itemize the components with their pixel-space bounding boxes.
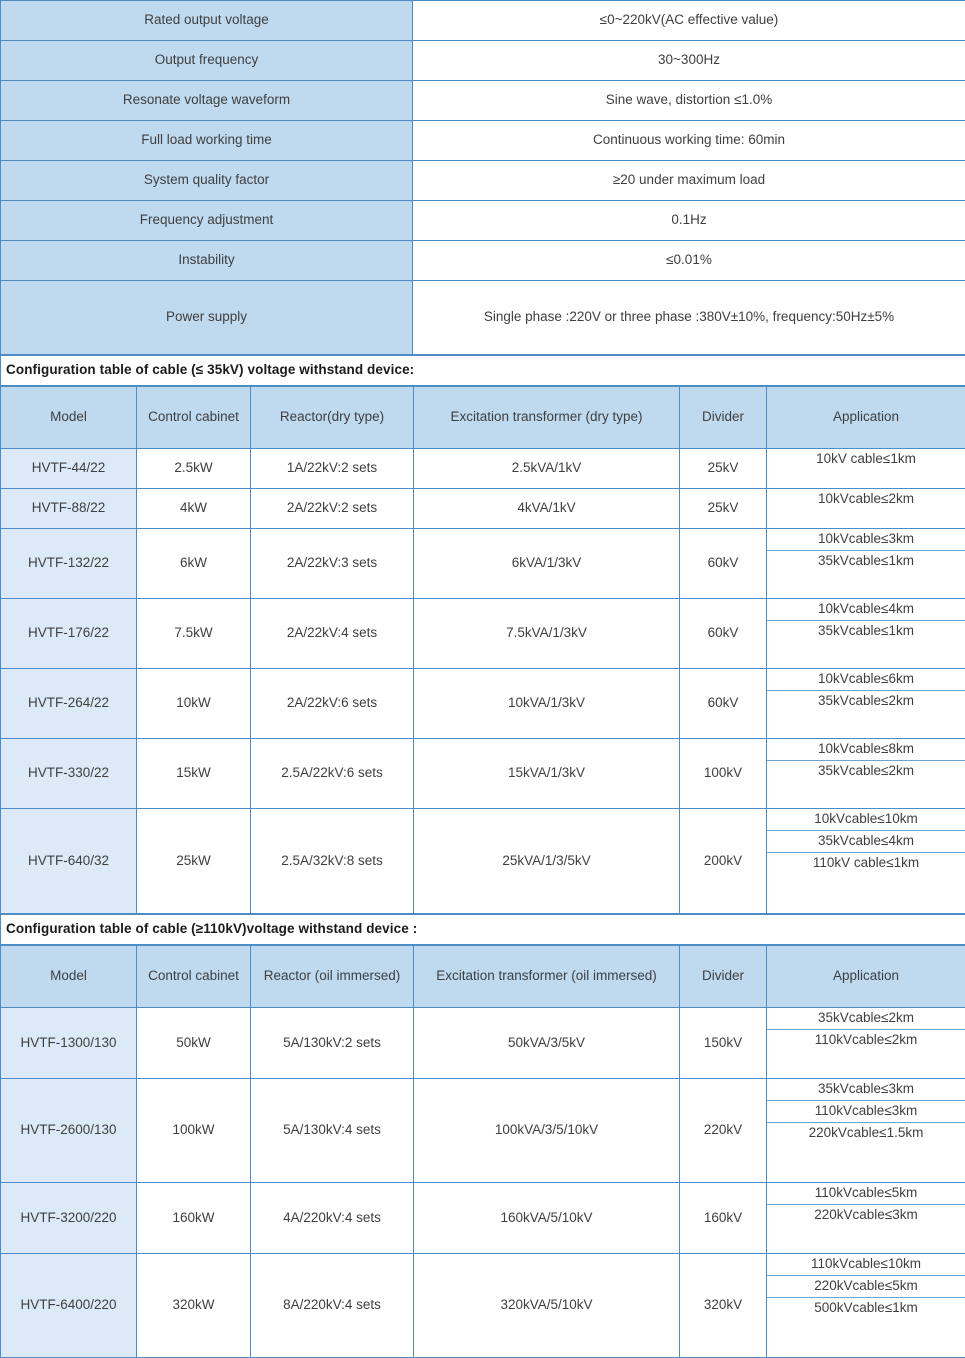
cell-excitation-transformer: 6kVA/1/3kV bbox=[414, 529, 680, 599]
list-item bbox=[767, 690, 965, 711]
spec-value: 30~300Hz bbox=[413, 41, 965, 81]
table-row bbox=[1, 489, 965, 529]
cell-model: HVTF-330/22 bbox=[1, 739, 137, 809]
application-entry: 35kVcable≤1km bbox=[767, 620, 965, 641]
cell-application bbox=[767, 449, 965, 489]
section-1-title: Configuration table of cable (≤ 35kV) voltage withstand device: bbox=[1, 356, 965, 386]
cell-model: HVTF-264/22 bbox=[1, 669, 137, 739]
cell-application bbox=[767, 599, 965, 669]
application-entry: 10kVcable≤10km bbox=[767, 809, 965, 830]
column-header-divider: Divider bbox=[680, 946, 767, 1008]
cell-model: HVTF-3200/220 bbox=[1, 1183, 137, 1254]
table-row bbox=[1, 1079, 965, 1183]
table-row bbox=[1, 241, 965, 281]
application-list bbox=[767, 529, 965, 572]
cell-excitation-transformer: 15kVA/1/3kV bbox=[414, 739, 680, 809]
cell-reactor: 2A/22kV:3 sets bbox=[251, 529, 414, 599]
cell-application bbox=[767, 1254, 965, 1358]
table-row bbox=[1, 739, 965, 809]
cell-model: HVTF-132/22 bbox=[1, 529, 137, 599]
spec-value: ≤0~220kV(AC effective value) bbox=[413, 1, 965, 41]
spec-label: Output frequency bbox=[1, 41, 413, 81]
cell-excitation-transformer: 25kVA/1/3/5kV bbox=[414, 809, 680, 914]
spec-value: ≤0.01% bbox=[413, 241, 965, 281]
application-entry: 500kVcable≤1km bbox=[767, 1297, 965, 1318]
list-item bbox=[767, 760, 965, 781]
application-entry: 35kVcable≤1km bbox=[767, 550, 965, 571]
list-item bbox=[767, 1297, 965, 1318]
table-row bbox=[1, 81, 965, 121]
list-item bbox=[767, 1275, 965, 1297]
column-header-reactor: Reactor (oil immersed) bbox=[251, 946, 414, 1008]
column-header-reactor: Reactor(dry type) bbox=[251, 387, 414, 449]
cell-application bbox=[767, 529, 965, 599]
application-entry: 35kVcable≤4km bbox=[767, 830, 965, 852]
cell-control-cabinet: 15kW bbox=[137, 739, 251, 809]
cell-control-cabinet: 7.5kW bbox=[137, 599, 251, 669]
application-list bbox=[767, 1008, 965, 1051]
section-2-title: Configuration table of cable (≥110kV)voltage withstand device : bbox=[1, 915, 965, 945]
application-list bbox=[767, 739, 965, 782]
cell-divider: 25kV bbox=[680, 449, 767, 489]
spec-value: Sine wave, distortion ≤1.0% bbox=[413, 81, 965, 121]
cell-divider: 320kV bbox=[680, 1254, 767, 1358]
list-item bbox=[767, 809, 965, 830]
cell-model: HVTF-44/22 bbox=[1, 449, 137, 489]
application-entry: 35kVcable≤3km bbox=[767, 1079, 965, 1100]
application-entry: 10kVcable≤2km bbox=[767, 489, 965, 510]
cell-divider: 160kV bbox=[680, 1183, 767, 1254]
list-item bbox=[767, 489, 965, 510]
cell-excitation-transformer: 7.5kVA/1/3kV bbox=[414, 599, 680, 669]
cell-reactor: 2A/22kV:4 sets bbox=[251, 599, 414, 669]
table-row bbox=[1, 161, 965, 201]
cell-control-cabinet: 100kW bbox=[137, 1079, 251, 1183]
cell-excitation-transformer: 320kVA/5/10kV bbox=[414, 1254, 680, 1358]
application-list bbox=[767, 809, 965, 874]
list-item bbox=[767, 852, 965, 873]
cell-excitation-transformer: 2.5kVA/1kV bbox=[414, 449, 680, 489]
list-item bbox=[767, 550, 965, 571]
application-entry: 110kVcable≤5km bbox=[767, 1183, 965, 1204]
cell-control-cabinet: 2.5kW bbox=[137, 449, 251, 489]
list-item bbox=[767, 1183, 965, 1204]
cell-model: HVTF-640/32 bbox=[1, 809, 137, 914]
cell-control-cabinet: 10kW bbox=[137, 669, 251, 739]
cell-model: HVTF-176/22 bbox=[1, 599, 137, 669]
spec-label: Instability bbox=[1, 241, 413, 281]
cell-reactor: 2A/22kV:6 sets bbox=[251, 669, 414, 739]
cell-reactor: 8A/220kV:4 sets bbox=[251, 1254, 414, 1358]
list-item bbox=[767, 1079, 965, 1100]
cell-divider: 200kV bbox=[680, 809, 767, 914]
list-item bbox=[767, 449, 965, 470]
application-list bbox=[767, 1254, 965, 1319]
cell-application bbox=[767, 1008, 965, 1079]
cell-reactor: 1A/22kV:2 sets bbox=[251, 449, 414, 489]
cell-control-cabinet: 50kW bbox=[137, 1008, 251, 1079]
spec-label: System quality factor bbox=[1, 161, 413, 201]
column-header-application: Application bbox=[767, 946, 965, 1008]
table-row bbox=[1, 669, 965, 739]
cell-control-cabinet: 4kW bbox=[137, 489, 251, 529]
cell-model: HVTF-88/22 bbox=[1, 489, 137, 529]
cell-control-cabinet: 320kW bbox=[137, 1254, 251, 1358]
column-header-excitation-transformer: Excitation transformer (oil immersed) bbox=[414, 946, 680, 1008]
application-entry: 10kVcable≤6km bbox=[767, 669, 965, 690]
list-item bbox=[767, 599, 965, 620]
table-row bbox=[1, 356, 965, 386]
application-entry: 220kVcable≤3km bbox=[767, 1204, 965, 1225]
cell-model: HVTF-6400/220 bbox=[1, 1254, 137, 1358]
spec-label: Power supply bbox=[1, 281, 413, 355]
cell-application bbox=[767, 669, 965, 739]
table-row bbox=[1, 1183, 965, 1254]
column-header-model: Model bbox=[1, 387, 137, 449]
cell-divider: 220kV bbox=[680, 1079, 767, 1183]
cell-reactor: 4A/220kV:4 sets bbox=[251, 1183, 414, 1254]
cell-excitation-transformer: 50kVA/3/5kV bbox=[414, 1008, 680, 1079]
application-entry: 35kVcable≤2km bbox=[767, 1008, 965, 1029]
config-table-110kv bbox=[0, 945, 965, 1358]
application-entry: 35kVcable≤2km bbox=[767, 760, 965, 781]
spec-value: 0.1Hz bbox=[413, 201, 965, 241]
application-list bbox=[767, 489, 965, 510]
list-item bbox=[767, 739, 965, 760]
table-row bbox=[1, 809, 965, 914]
cell-divider: 150kV bbox=[680, 1008, 767, 1079]
column-header-application: Application bbox=[767, 387, 965, 449]
cell-application bbox=[767, 1079, 965, 1183]
list-item bbox=[767, 1122, 965, 1143]
cell-divider: 25kV bbox=[680, 489, 767, 529]
application-entry: 220kVcable≤5km bbox=[767, 1275, 965, 1297]
cell-application bbox=[767, 1183, 965, 1254]
spec-value: Single phase :220V or three phase :380V±10%, frequency:50Hz±5% bbox=[413, 281, 965, 355]
specifications-body bbox=[1, 1, 965, 355]
list-item bbox=[767, 1204, 965, 1225]
config-35kv-body bbox=[1, 449, 965, 914]
config-110kv-header bbox=[1, 946, 965, 1008]
column-header-divider: Divider bbox=[680, 387, 767, 449]
table-row bbox=[1, 1008, 965, 1079]
cell-divider: 100kV bbox=[680, 739, 767, 809]
table-row bbox=[1, 529, 965, 599]
list-item bbox=[767, 1029, 965, 1050]
table-row bbox=[1, 449, 965, 489]
cell-divider: 60kV bbox=[680, 599, 767, 669]
cell-model: HVTF-1300/130 bbox=[1, 1008, 137, 1079]
application-list bbox=[767, 449, 965, 470]
application-entry: 110kV cable≤1km bbox=[767, 852, 965, 873]
cell-model: HVTF-2600/130 bbox=[1, 1079, 137, 1183]
cell-excitation-transformer: 160kVA/5/10kV bbox=[414, 1183, 680, 1254]
application-entry: 220kVcable≤1.5km bbox=[767, 1122, 965, 1143]
cell-excitation-transformer: 10kVA/1/3kV bbox=[414, 669, 680, 739]
spec-label: Full load working time bbox=[1, 121, 413, 161]
application-entry: 35kVcable≤2km bbox=[767, 690, 965, 711]
cell-reactor: 2.5A/22kV:6 sets bbox=[251, 739, 414, 809]
application-entry: 110kVcable≤2km bbox=[767, 1029, 965, 1050]
config-35kv-header bbox=[1, 387, 965, 449]
config-110kv-body bbox=[1, 1008, 965, 1358]
table-row bbox=[1, 121, 965, 161]
cell-reactor: 2A/22kV:2 sets bbox=[251, 489, 414, 529]
application-entry: 110kVcable≤10km bbox=[767, 1254, 965, 1275]
list-item bbox=[767, 669, 965, 690]
application-entry: 10kV cable≤1km bbox=[767, 449, 965, 470]
cell-divider: 60kV bbox=[680, 669, 767, 739]
application-entry: 110kVcable≤3km bbox=[767, 1100, 965, 1122]
table-header-row bbox=[1, 387, 965, 449]
column-header-model: Model bbox=[1, 946, 137, 1008]
application-entry: 10kVcable≤4km bbox=[767, 599, 965, 620]
spec-label: Rated output voltage bbox=[1, 1, 413, 41]
cell-control-cabinet: 25kW bbox=[137, 809, 251, 914]
spec-label: Frequency adjustment bbox=[1, 201, 413, 241]
list-item bbox=[767, 529, 965, 550]
application-list bbox=[767, 599, 965, 642]
column-header-excitation-transformer: Excitation transformer (dry type) bbox=[414, 387, 680, 449]
cell-divider: 60kV bbox=[680, 529, 767, 599]
table-row bbox=[1, 915, 965, 945]
section-2-caption-table bbox=[0, 914, 965, 945]
table-row bbox=[1, 1254, 965, 1358]
cell-excitation-transformer: 100kVA/3/5/10kV bbox=[414, 1079, 680, 1183]
table-row bbox=[1, 599, 965, 669]
spec-value: Continuous working time: 60min bbox=[413, 121, 965, 161]
table-row bbox=[1, 201, 965, 241]
column-header-control-cabinet: Control cabinet bbox=[137, 946, 251, 1008]
cell-application bbox=[767, 739, 965, 809]
application-entry: 10kVcable≤3km bbox=[767, 529, 965, 550]
table-row bbox=[1, 41, 965, 81]
application-list bbox=[767, 669, 965, 712]
cell-reactor: 2.5A/32kV:8 sets bbox=[251, 809, 414, 914]
spec-value: ≥20 under maximum load bbox=[413, 161, 965, 201]
table-row bbox=[1, 281, 965, 355]
list-item bbox=[767, 1008, 965, 1029]
list-item bbox=[767, 1254, 965, 1275]
list-item bbox=[767, 1100, 965, 1122]
cell-control-cabinet: 160kW bbox=[137, 1183, 251, 1254]
table-row bbox=[1, 1, 965, 41]
application-list bbox=[767, 1079, 965, 1144]
table-header-row bbox=[1, 946, 965, 1008]
column-header-control-cabinet: Control cabinet bbox=[137, 387, 251, 449]
cell-control-cabinet: 6kW bbox=[137, 529, 251, 599]
list-item bbox=[767, 620, 965, 641]
application-entry: 10kVcable≤8km bbox=[767, 739, 965, 760]
application-list bbox=[767, 1183, 965, 1226]
spec-label: Resonate voltage waveform bbox=[1, 81, 413, 121]
cell-application bbox=[767, 809, 965, 914]
general-specifications-table bbox=[0, 0, 965, 355]
cell-reactor: 5A/130kV:2 sets bbox=[251, 1008, 414, 1079]
list-item bbox=[767, 830, 965, 852]
cell-excitation-transformer: 4kVA/1kV bbox=[414, 489, 680, 529]
cell-application bbox=[767, 489, 965, 529]
cell-reactor: 5A/130kV:4 sets bbox=[251, 1079, 414, 1183]
config-table-35kv bbox=[0, 386, 965, 914]
section-1-caption-table bbox=[0, 355, 965, 386]
